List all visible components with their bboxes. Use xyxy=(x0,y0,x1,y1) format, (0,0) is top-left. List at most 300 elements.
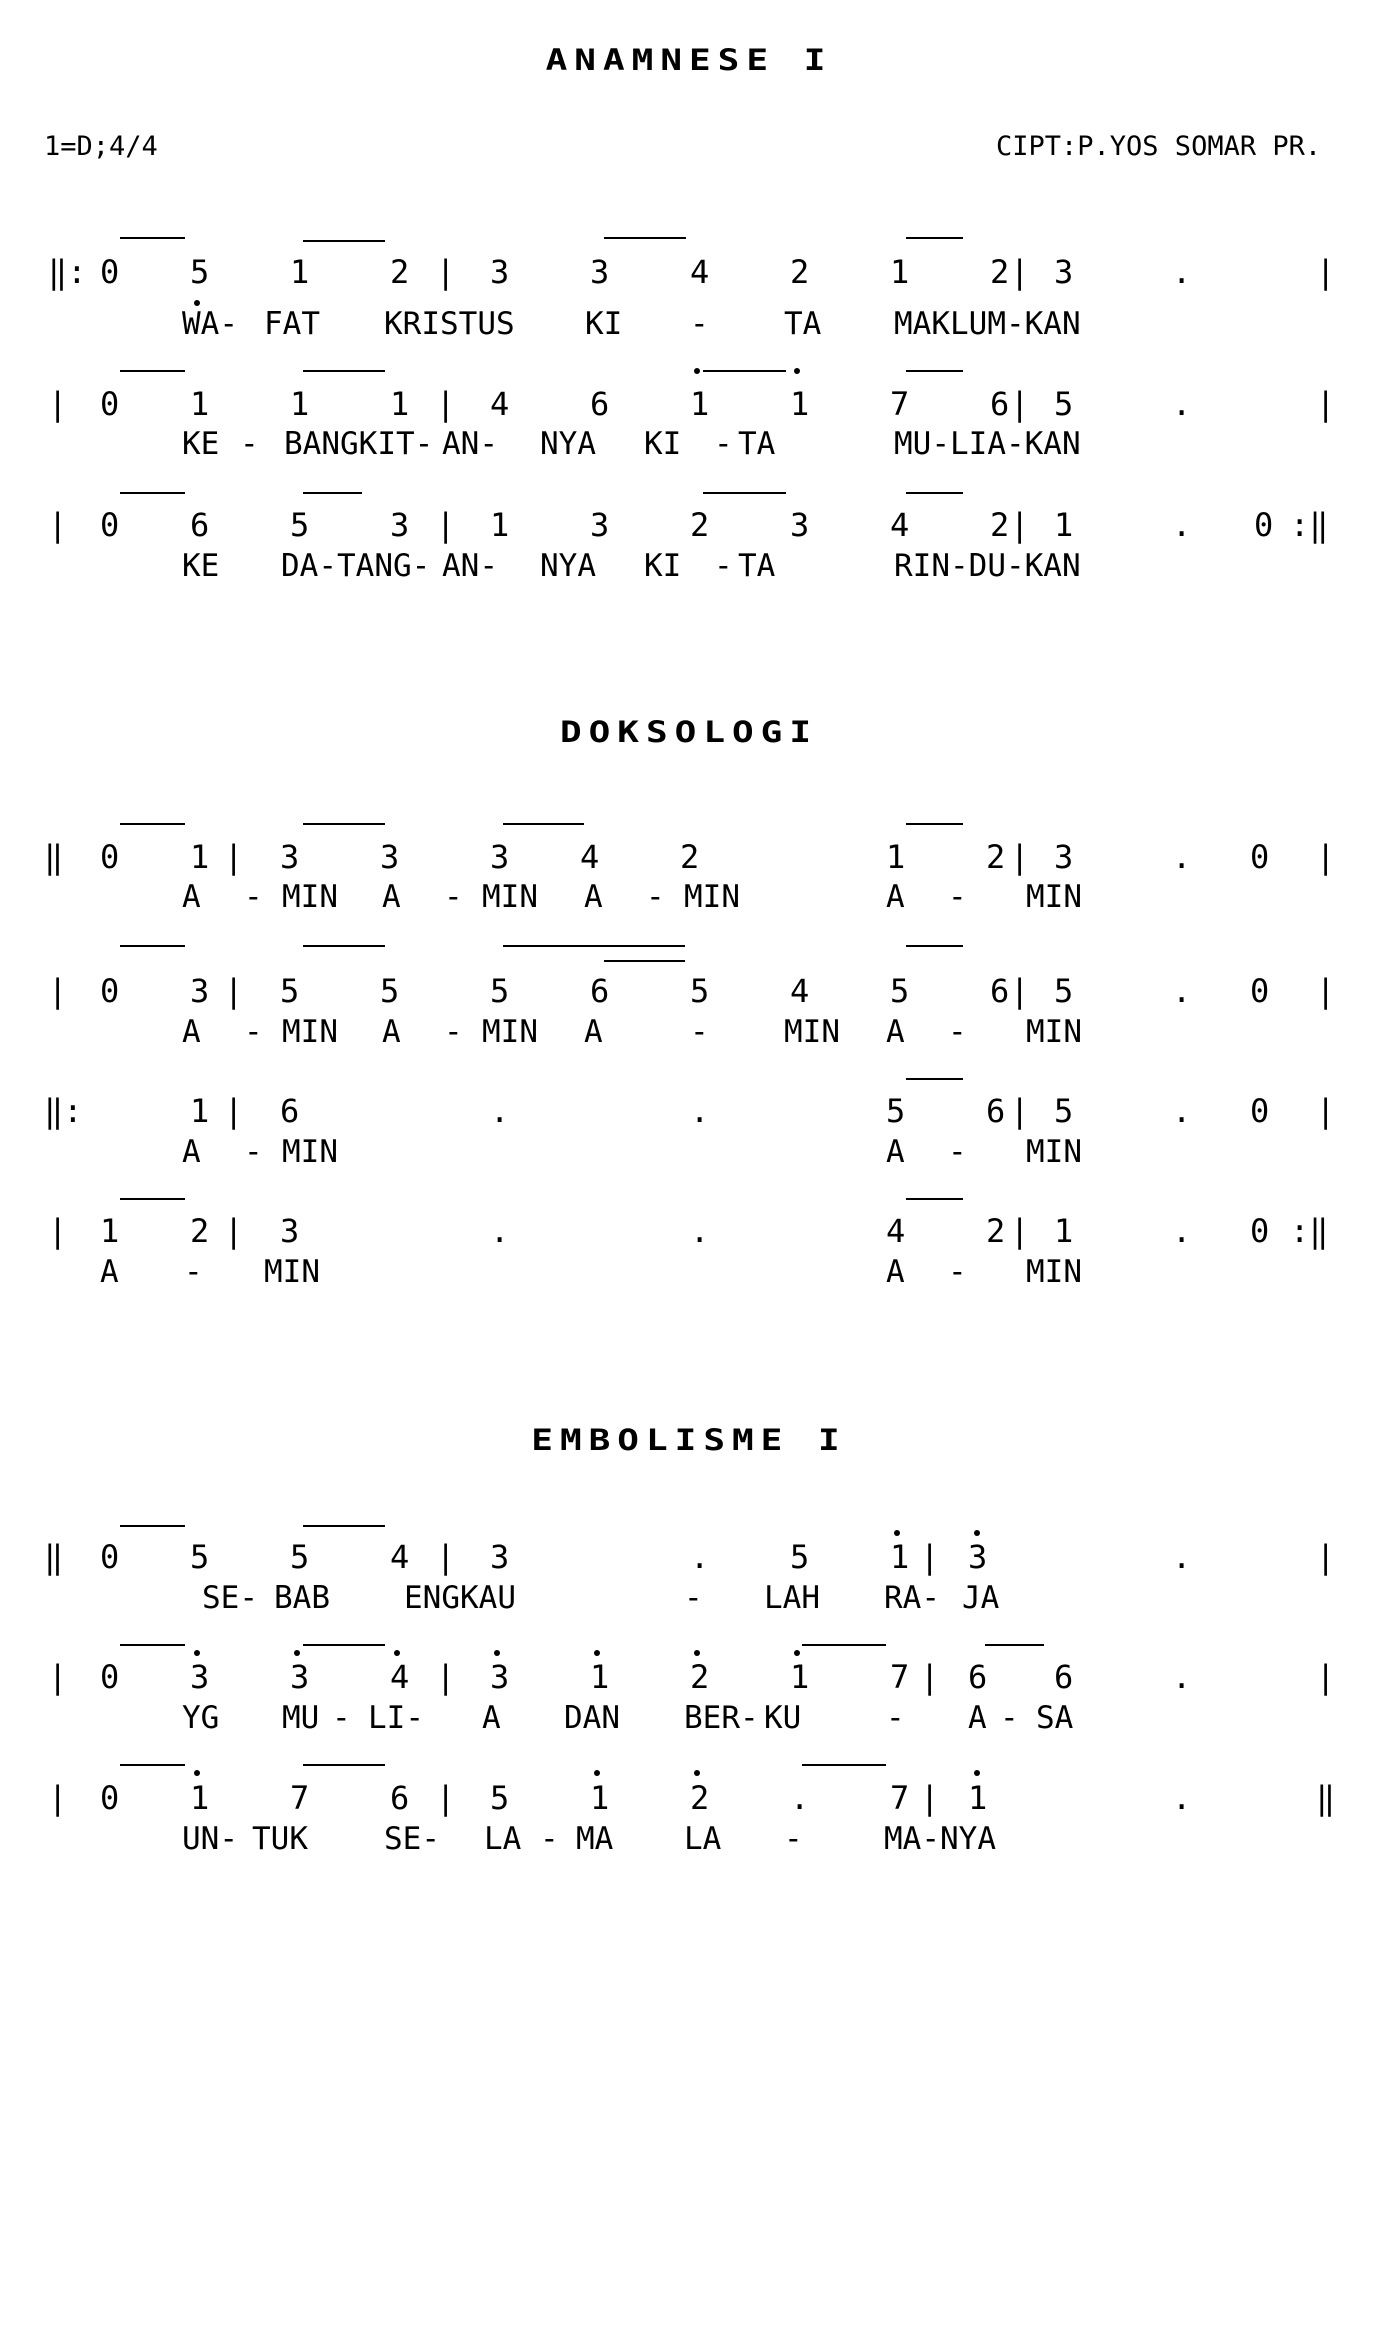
note-token: 1 xyxy=(890,1538,910,1576)
note-token: ‖ xyxy=(44,838,64,876)
note-token: 3 xyxy=(280,838,300,876)
note-token: 2 xyxy=(190,1212,210,1250)
lyric-syllable: MIN xyxy=(282,1014,338,1050)
note-token: 5 xyxy=(1054,972,1074,1010)
note-token: | xyxy=(920,1779,940,1817)
note-token: 5 xyxy=(380,972,400,1010)
octave-dot xyxy=(194,1770,200,1776)
lyric-syllable: A xyxy=(584,879,603,915)
lyric-syllable: A xyxy=(100,1254,119,1290)
embolisme-line3-lyrics xyxy=(0,1823,1378,1855)
note-token: 0 xyxy=(100,1658,120,1696)
octave-dot xyxy=(794,368,800,374)
note-token: 5 xyxy=(280,972,300,1010)
beam-mark xyxy=(120,1198,185,1200)
note-token: | xyxy=(48,1658,68,1696)
lyric-syllable: - xyxy=(444,879,463,915)
octave-dot xyxy=(694,368,700,374)
beam-mark xyxy=(303,1764,385,1766)
lyric-syllable: - xyxy=(332,1700,351,1736)
lyric-syllable: YG xyxy=(182,1700,220,1736)
doksologi-line3-notes xyxy=(0,1092,1378,1130)
note-token: . xyxy=(1172,385,1192,423)
beam-mark xyxy=(120,945,185,947)
note-token: ‖ xyxy=(44,1538,64,1576)
lyric-syllable: NYA xyxy=(540,548,596,584)
note-token: 1 xyxy=(190,1092,210,1130)
doksologi-line2-lyrics xyxy=(0,1016,1378,1048)
note-token: 1 xyxy=(590,1779,610,1817)
note-token: . xyxy=(1172,1538,1192,1576)
note-token: 1 xyxy=(190,385,210,423)
note-token: . xyxy=(690,1092,710,1130)
lyric-syllable: KU xyxy=(764,1700,802,1736)
octave-dot xyxy=(694,1770,700,1776)
lyric-syllable: TA xyxy=(784,306,822,342)
lyric-syllable: A xyxy=(182,1134,201,1170)
note-token: 4 xyxy=(886,1212,906,1250)
note-token: 1 xyxy=(968,1779,988,1817)
lyric-syllable: MIN xyxy=(784,1014,840,1050)
lyric-syllable: - xyxy=(184,1254,203,1290)
note-token: 7 xyxy=(290,1779,310,1817)
note-token: | xyxy=(1010,506,1030,544)
lyric-syllable: RIN-DU-KAN xyxy=(894,548,1081,584)
beam-mark xyxy=(503,945,685,947)
note-token: 4 xyxy=(790,972,810,1010)
lyric-syllable: A xyxy=(584,1014,603,1050)
lyric-syllable: LAH xyxy=(764,1580,820,1616)
anamnese-line2-lyrics xyxy=(0,428,1378,460)
anamnese-line2-notes xyxy=(0,385,1378,423)
lyric-syllable: - xyxy=(886,1700,905,1736)
note-token: 5 xyxy=(490,972,510,1010)
note-token: 3 xyxy=(190,1658,210,1696)
octave-dot xyxy=(794,1650,800,1656)
note-token: | xyxy=(224,1092,244,1130)
note-token: . xyxy=(1172,506,1192,544)
lyric-syllable: KI xyxy=(585,306,623,342)
note-token: 3 xyxy=(490,1658,510,1696)
note-token: 5 xyxy=(290,1538,310,1576)
note-token: 3 xyxy=(290,1658,310,1696)
note-token: 3 xyxy=(380,838,400,876)
lyric-syllable: LA xyxy=(684,1821,722,1857)
octave-dot xyxy=(894,1530,900,1536)
note-token: 6 xyxy=(590,385,610,423)
note-token: 2 xyxy=(690,1779,710,1817)
note-token: 4 xyxy=(390,1658,410,1696)
lyric-syllable: MIN xyxy=(482,1014,538,1050)
lyric-syllable: SE- xyxy=(384,1821,440,1857)
octave-dot xyxy=(194,300,200,306)
beam-mark xyxy=(303,1644,385,1646)
note-token: 5 xyxy=(290,506,310,544)
note-token: ‖: xyxy=(48,253,87,291)
lyric-syllable: A xyxy=(182,1014,201,1050)
octave-dot xyxy=(494,1650,500,1656)
note-token: 0 xyxy=(100,385,120,423)
note-token: 3 xyxy=(490,1538,510,1576)
beam-mark xyxy=(802,1644,886,1646)
note-token: | xyxy=(1316,972,1336,1010)
note-token: 6 xyxy=(590,972,610,1010)
beam-mark xyxy=(604,237,686,239)
note-token: 2 xyxy=(986,838,1006,876)
note-token: 0 xyxy=(1254,506,1274,544)
note-token: 1 xyxy=(390,385,410,423)
note-token: | xyxy=(48,385,68,423)
note-token: 0 xyxy=(1250,1212,1270,1250)
lyric-syllable: MIN xyxy=(1026,1134,1082,1170)
note-token: 1 xyxy=(190,838,210,876)
note-token: | xyxy=(920,1658,940,1696)
lyric-syllable: MAKLUM-KAN xyxy=(894,306,1081,342)
note-token: . xyxy=(1172,838,1192,876)
note-token: | xyxy=(48,1779,68,1817)
beam-mark xyxy=(303,1525,385,1527)
note-token: 2 xyxy=(390,253,410,291)
lyric-syllable: - xyxy=(244,879,263,915)
composer-credit: CIPT:P.YOS SOMAR PR. xyxy=(996,131,1322,162)
note-token: 3 xyxy=(1054,838,1074,876)
lyric-syllable: A xyxy=(382,879,401,915)
embolisme-line2-lyrics xyxy=(0,1702,1378,1734)
lyric-syllable: - xyxy=(240,426,259,462)
note-token: 3 xyxy=(590,253,610,291)
lyric-syllable: MA-NYA xyxy=(884,1821,996,1857)
beam-mark xyxy=(120,1764,185,1766)
note-token: 1 xyxy=(290,253,310,291)
lyric-syllable: - xyxy=(714,426,733,462)
note-token: 3 xyxy=(190,972,210,1010)
note-token: | xyxy=(48,506,68,544)
note-token: 3 xyxy=(790,506,810,544)
note-token: 4 xyxy=(580,838,600,876)
beam-mark xyxy=(303,492,362,494)
note-token: | xyxy=(436,506,456,544)
note-token: 3 xyxy=(1054,253,1074,291)
doksologi-line2-notes xyxy=(0,972,1378,1010)
lyric-syllable: - xyxy=(948,1254,967,1290)
note-token: | xyxy=(1316,838,1336,876)
note-token: 3 xyxy=(490,253,510,291)
note-token: | xyxy=(1010,1092,1030,1130)
lyric-syllable: SE- xyxy=(202,1580,258,1616)
lyric-syllable: LI- xyxy=(368,1700,424,1736)
note-token: | xyxy=(436,1658,456,1696)
note-token: 1 xyxy=(790,1658,810,1696)
note-token: 1 xyxy=(790,385,810,423)
note-token: :‖ xyxy=(1290,1212,1329,1250)
note-token: | xyxy=(920,1538,940,1576)
note-token: . xyxy=(790,1779,810,1817)
note-token: 4 xyxy=(890,506,910,544)
lyric-syllable: - xyxy=(1000,1700,1019,1736)
lyric-syllable: A xyxy=(968,1700,987,1736)
note-token: | xyxy=(1010,972,1030,1010)
note-token: 3 xyxy=(390,506,410,544)
note-token: 3 xyxy=(280,1212,300,1250)
octave-dot xyxy=(194,1650,200,1656)
anamnese-line3-lyrics xyxy=(0,550,1378,582)
note-token: | xyxy=(436,1779,456,1817)
note-token: ‖ xyxy=(1316,1779,1336,1817)
note-token: 1 xyxy=(890,253,910,291)
note-token: 3 xyxy=(490,838,510,876)
lyric-syllable: MIN xyxy=(482,879,538,915)
lyric-syllable: LA xyxy=(484,1821,522,1857)
lyric-syllable: A xyxy=(482,1700,501,1736)
note-token: 2 xyxy=(690,1658,710,1696)
lyric-syllable: KE xyxy=(182,426,220,462)
lyric-syllable: - xyxy=(540,1821,559,1857)
lyric-syllable: TA xyxy=(738,426,776,462)
note-token: 7 xyxy=(890,385,910,423)
note-token: 6 xyxy=(986,1092,1006,1130)
note-token: 2 xyxy=(680,838,700,876)
note-token: 6 xyxy=(280,1092,300,1130)
lyric-syllable: JA xyxy=(962,1580,1000,1616)
beam-mark xyxy=(303,370,385,372)
note-token: 2 xyxy=(986,1212,1006,1250)
note-token: | xyxy=(1316,253,1336,291)
note-token: :‖ xyxy=(1290,506,1329,544)
lyric-syllable: BAB xyxy=(274,1580,330,1616)
lyric-syllable: NYA xyxy=(540,426,596,462)
note-token: 5 xyxy=(1054,1092,1074,1130)
note-token: 1 xyxy=(590,1658,610,1696)
note-token: | xyxy=(436,1538,456,1576)
beam-mark xyxy=(703,370,786,372)
note-token: 4 xyxy=(690,253,710,291)
lyric-syllable: RA- xyxy=(884,1580,940,1616)
note-token: 4 xyxy=(490,385,510,423)
lyric-syllable: SA xyxy=(1036,1700,1074,1736)
lyric-syllable: BER- xyxy=(684,1700,759,1736)
doksologi-line1-lyrics xyxy=(0,881,1378,913)
note-token: | xyxy=(48,972,68,1010)
note-token: | xyxy=(1010,385,1030,423)
note-token: 0 xyxy=(1250,838,1270,876)
lyric-syllable: MIN xyxy=(1026,879,1082,915)
note-token: 5 xyxy=(190,1538,210,1576)
note-token: | xyxy=(436,253,456,291)
note-token: . xyxy=(690,1212,710,1250)
lyric-syllable: - xyxy=(784,1821,803,1857)
note-token: 1 xyxy=(290,385,310,423)
note-token: | xyxy=(1010,1212,1030,1250)
lyric-syllable: - xyxy=(244,1014,263,1050)
lyric-syllable: A xyxy=(886,1134,905,1170)
note-token: 1 xyxy=(490,506,510,544)
note-token: 5 xyxy=(790,1538,810,1576)
octave-dot xyxy=(694,1650,700,1656)
anamnese-line1-notes xyxy=(0,253,1378,291)
note-token: | xyxy=(1316,1092,1336,1130)
note-token: 2 xyxy=(790,253,810,291)
note-token: 0 xyxy=(100,838,120,876)
note-token: 0 xyxy=(100,253,120,291)
lyric-syllable: MIN xyxy=(1026,1254,1082,1290)
note-token: 0 xyxy=(100,972,120,1010)
note-token: 7 xyxy=(890,1779,910,1817)
embolisme-line1-lyrics xyxy=(0,1582,1378,1614)
beam-mark xyxy=(906,370,963,372)
doksologi-line1-notes xyxy=(0,838,1378,876)
lyric-syllable: - xyxy=(684,1580,703,1616)
note-token: | xyxy=(1010,838,1030,876)
lyric-syllable: - xyxy=(244,1134,263,1170)
beam-mark xyxy=(906,945,963,947)
note-token: 5 xyxy=(890,972,910,1010)
note-token: 2 xyxy=(690,506,710,544)
note-token: . xyxy=(490,1092,510,1130)
lyric-syllable: - xyxy=(444,1014,463,1050)
beam-mark xyxy=(120,237,185,239)
beam-mark xyxy=(906,237,963,239)
lyric-syllable: - xyxy=(690,306,709,342)
note-token: 5 xyxy=(490,1779,510,1817)
note-token: 4 xyxy=(390,1538,410,1576)
lyric-syllable: - xyxy=(646,879,665,915)
doksologi-line4-lyrics xyxy=(0,1256,1378,1288)
note-token: 6 xyxy=(1054,1658,1074,1696)
note-token: 1 xyxy=(1054,1212,1074,1250)
lyric-syllable: KI xyxy=(644,426,682,462)
lyric-syllable: AN- xyxy=(442,426,498,462)
note-token: 1 xyxy=(690,385,710,423)
beam-mark xyxy=(906,1078,963,1080)
note-token: | xyxy=(224,972,244,1010)
note-token: 5 xyxy=(886,1092,906,1130)
lyric-syllable: A xyxy=(886,879,905,915)
note-token: . xyxy=(1172,1779,1192,1817)
note-token: 7 xyxy=(890,1658,910,1696)
lyric-syllable: BANGKIT- xyxy=(284,426,434,462)
note-token: | xyxy=(1316,1538,1336,1576)
note-token: | xyxy=(1316,385,1336,423)
lyric-syllable: ENGKAU xyxy=(404,1580,516,1616)
beam-mark xyxy=(906,823,963,825)
doksologi-line4-notes xyxy=(0,1212,1378,1250)
lyric-syllable: A xyxy=(382,1014,401,1050)
beam-mark xyxy=(120,823,185,825)
embolisme-line1-notes xyxy=(0,1538,1378,1576)
note-token: 0 xyxy=(100,1538,120,1576)
lyric-syllable: WA- xyxy=(182,306,238,342)
lyric-syllable: A xyxy=(182,879,201,915)
note-token: 6 xyxy=(990,972,1010,1010)
note-token: 5 xyxy=(1054,385,1074,423)
lyric-syllable: DA-TANG- xyxy=(281,548,431,584)
note-token: | xyxy=(1316,1658,1336,1696)
note-token: 5 xyxy=(190,253,210,291)
note-token: 2 xyxy=(990,506,1010,544)
lyric-syllable: MIN xyxy=(282,879,338,915)
octave-dot xyxy=(594,1770,600,1776)
lyric-syllable: - xyxy=(948,1134,967,1170)
beam-mark xyxy=(604,960,685,962)
lyric-syllable: FAT xyxy=(264,306,320,342)
note-token: | xyxy=(224,1212,244,1250)
lyric-syllable: UN- xyxy=(182,1821,238,1857)
beam-mark xyxy=(303,240,385,242)
beam-mark xyxy=(703,492,786,494)
note-token: 0 xyxy=(100,506,120,544)
lyric-syllable: MIN xyxy=(264,1254,320,1290)
beam-mark xyxy=(985,1644,1044,1646)
anamnese-title: ANAMNESE I xyxy=(545,43,833,78)
note-token: 3 xyxy=(590,506,610,544)
lyric-syllable: - xyxy=(714,548,733,584)
note-token: 1 xyxy=(1054,506,1074,544)
note-token: 5 xyxy=(690,972,710,1010)
note-token: . xyxy=(690,1538,710,1576)
octave-dot xyxy=(974,1770,980,1776)
beam-mark xyxy=(120,370,185,372)
lyric-syllable: TUK xyxy=(252,1821,308,1857)
lyric-syllable: KRISTUS xyxy=(384,306,515,342)
octave-dot xyxy=(294,1650,300,1656)
doksologi-line3-lyrics xyxy=(0,1136,1378,1168)
beam-mark xyxy=(303,945,385,947)
note-token: | xyxy=(224,838,244,876)
lyric-syllable: A xyxy=(886,1254,905,1290)
note-token: 6 xyxy=(990,385,1010,423)
lyric-syllable: AN- xyxy=(442,548,498,584)
octave-dot xyxy=(594,1650,600,1656)
lyric-syllable: - xyxy=(690,1014,709,1050)
lyric-syllable: MIN xyxy=(282,1134,338,1170)
lyric-syllable: - xyxy=(948,879,967,915)
note-token: 6 xyxy=(390,1779,410,1817)
lyric-syllable: A xyxy=(886,1014,905,1050)
lyric-syllable: KE xyxy=(182,548,220,584)
lyric-syllable: - xyxy=(948,1014,967,1050)
lyric-syllable: MIN xyxy=(684,879,740,915)
embolisme-title: EMBOLISME I xyxy=(531,1423,847,1458)
lyric-syllable: MU xyxy=(282,1700,320,1736)
lyric-syllable: DAN xyxy=(564,1700,620,1736)
lyric-syllable: KI xyxy=(644,548,682,584)
note-token: | xyxy=(436,385,456,423)
beam-mark xyxy=(802,1764,886,1766)
note-token: 1 xyxy=(100,1212,120,1250)
doksologi-title: DOKSOLOGI xyxy=(559,715,819,750)
note-token: 2 xyxy=(990,253,1010,291)
beam-mark xyxy=(906,1198,963,1200)
embolisme-line2-notes xyxy=(0,1658,1378,1696)
note-token: . xyxy=(1172,1092,1192,1130)
note-token: 6 xyxy=(190,506,210,544)
note-token: . xyxy=(1172,972,1192,1010)
note-token: 0 xyxy=(100,1779,120,1817)
note-token: . xyxy=(490,1212,510,1250)
note-token: . xyxy=(1172,1658,1192,1696)
key-signature: 1=D;4/4 xyxy=(44,131,158,162)
beam-mark xyxy=(503,823,584,825)
lyric-syllable: MU-LIA-KAN xyxy=(894,426,1081,462)
note-token: 0 xyxy=(1250,972,1270,1010)
note-token: . xyxy=(1172,253,1192,291)
anamnese-line1-lyrics xyxy=(0,308,1378,340)
note-token: 1 xyxy=(886,838,906,876)
note-token: 0 xyxy=(1250,1092,1270,1130)
note-token: 3 xyxy=(968,1538,988,1576)
embolisme-line3-notes xyxy=(0,1779,1378,1817)
note-token: . xyxy=(1172,1212,1192,1250)
